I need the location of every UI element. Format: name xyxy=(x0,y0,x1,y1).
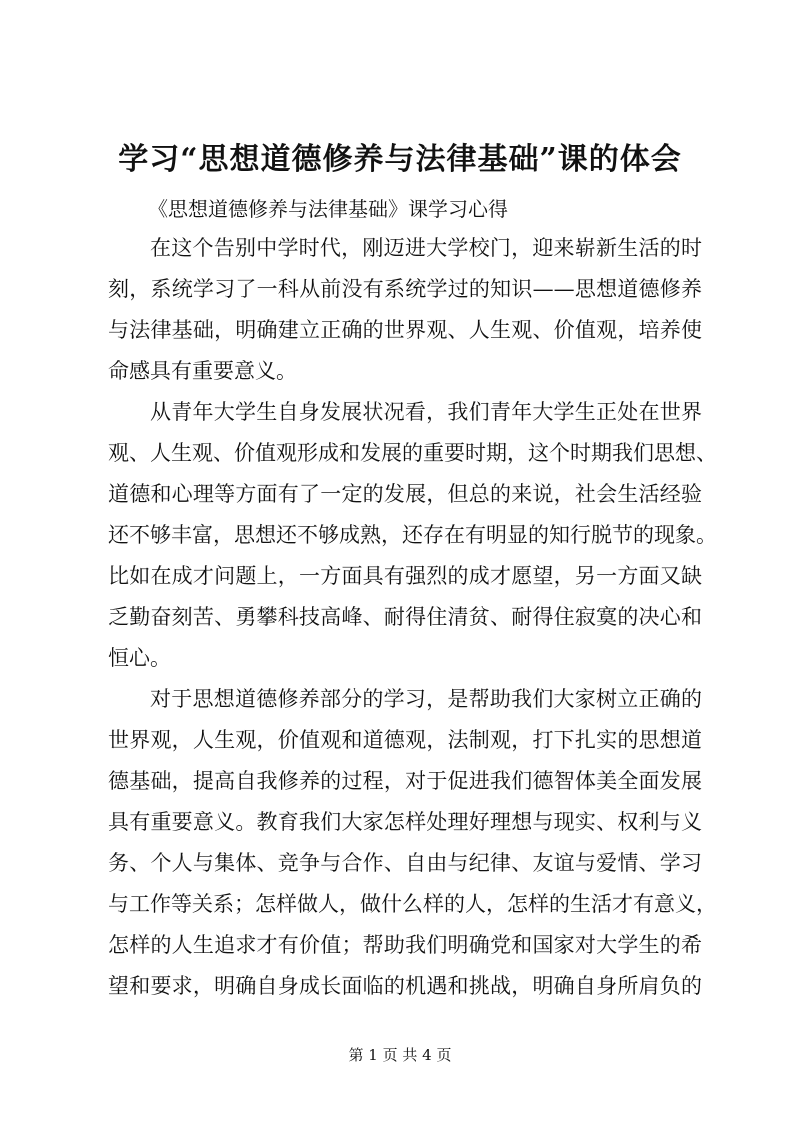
paragraph-line: 刻，系统学习了一科从前没有系统学过的知识——思想道德修养 xyxy=(108,277,702,301)
paragraph-line: 望和要求，明确自身成长面临的机遇和挑战，明确自身所肩负的 xyxy=(108,974,702,998)
paragraph-line: 命感具有重要意义。 xyxy=(108,359,297,383)
document-title: 学习“思想道德修养与法律基础”课的体会 xyxy=(118,142,682,177)
paragraph-line: 恒心。 xyxy=(108,646,171,670)
paragraph-line: 具有重要意义。教育我们大家怎样处理好理想与现实、权利与义 xyxy=(108,810,702,834)
paragraph-line: 与法律基础，明确建立正确的世界观、人生观、价值观，培养使 xyxy=(108,318,702,342)
paragraph-line: 观、人生观、价值观形成和发展的重要时期，这个时期我们思想、 xyxy=(108,441,717,465)
paragraph-line: 与工作等关系；怎样做人，做什么样的人，怎样的生活才有意义， xyxy=(108,892,717,916)
paragraph-line: 务、个人与集体、竞争与合作、自由与纪律、友谊与爱情、学习 xyxy=(108,851,702,875)
paragraph-line: 从青年大学生自身发展状况看，我们青年大学生正处在世界 xyxy=(150,400,702,424)
paragraph-line: 怎样的人生追求才有价值；帮助我们明确党和国家对大学生的希 xyxy=(108,933,702,957)
paragraph-line: 德基础，提高自我修养的过程，对于促进我们德智体美全面发展 xyxy=(108,769,702,793)
paragraph-line: 在这个告别中学时代，刚迈进大学校门，迎来崭新生活的时 xyxy=(150,236,702,260)
paragraph-line: 乏勤奋刻苦、勇攀科技高峰、耐得住清贫、耐得住寂寞的决心和 xyxy=(108,605,702,629)
page-footer: 第 1 页 共 4 页 xyxy=(348,1046,452,1064)
paragraph-line: 还不够丰富，思想还不够成熟，还存在有明显的知行脱节的现象。 xyxy=(108,523,717,547)
paragraph-line: 世界观，人生观，价值观和道德观，法制观，打下扎实的思想道 xyxy=(108,728,702,752)
paragraph-line: 道德和心理等方面有了一定的发展，但总的来说，社会生活经验 xyxy=(108,482,702,506)
paragraph-line: 对于思想道德修养部分的学习，是帮助我们大家树立正确的 xyxy=(150,687,702,711)
document-subtitle: 《思想道德修养与法律基础》课学习心得 xyxy=(148,197,508,221)
paragraph-line: 比如在成才问题上，一方面具有强烈的成才愿望，另一方面又缺 xyxy=(108,564,702,588)
